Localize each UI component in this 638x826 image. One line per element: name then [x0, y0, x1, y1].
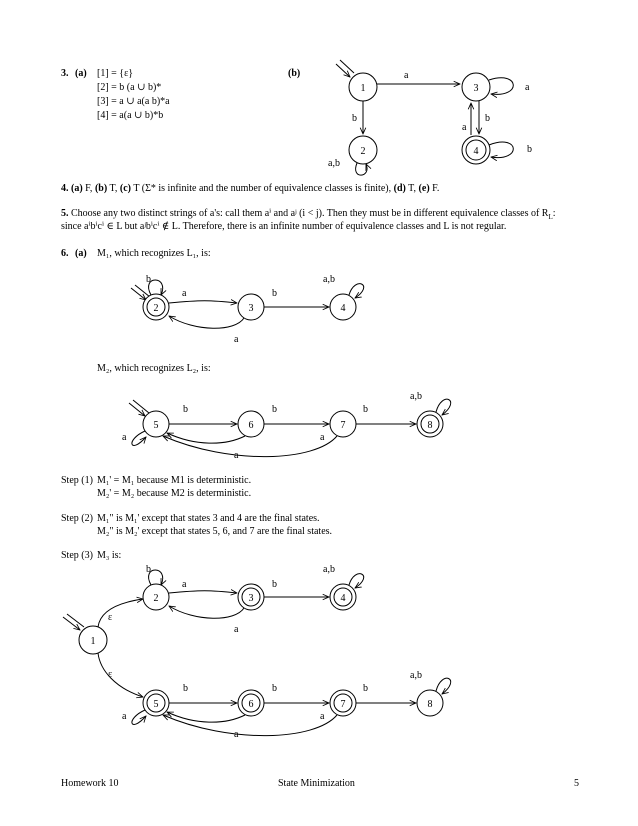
m2-edge-6-7-label: b [272, 404, 277, 415]
m2-loop-8-label: a,b [410, 391, 422, 402]
m1-loop-4-label: a,b [323, 274, 335, 285]
step2-line-2: M₂" is M₂' except that states 5, 6, and 7 are the final states. [97, 526, 333, 537]
m1-state-3-label: 3 [248, 303, 254, 314]
q5-text-1-end: : [552, 208, 556, 219]
q3-edge-3-loop-label: a [525, 82, 530, 93]
q5-sub-L: L [548, 213, 553, 221]
q4d-label: (d) [393, 183, 406, 194]
m1-loop-2-label: b [146, 274, 151, 285]
m3-loop-8-label: a,b [410, 670, 422, 681]
q4-answer [61, 183, 439, 195]
q5-line-2: since aⁱbⁱcⁱ ∈ L but aʲbⁱcⁱ ∉ L. Therefore, there is an infinite number of equivalence classes and L is not regular. [61, 221, 507, 232]
m3-edge-5-6-label: b [183, 683, 188, 694]
q3-edge-3-4-label: b [485, 113, 490, 124]
m2-edge-7-5-label: a [320, 432, 325, 443]
step3-text: M₃ is: [97, 550, 122, 561]
q4c-label: (c) [119, 183, 131, 194]
m3-state-8-label: 8 [427, 699, 433, 710]
m3-eps-upper-label: ε [108, 612, 113, 623]
m2-diagram [122, 391, 451, 461]
q4-number: 4. [61, 183, 69, 194]
step1-label: Step (1) [61, 475, 93, 486]
m3-state-4-label: 4 [340, 593, 346, 604]
step1-line-1: M₁' = M₁ because M1 is deterministic. [97, 475, 252, 486]
m3-edge-7-5-label: a [320, 711, 325, 722]
q4b-label: (b) [94, 183, 108, 194]
q3-state-1-label: 1 [360, 83, 366, 94]
m3-edge-6-7-label: b [272, 683, 277, 694]
m2-state-6-label: 6 [248, 420, 254, 431]
q5-text-1: Choose any two distinct strings of a's: call them aⁱ and aʲ (i < j). Then they must be in different equivalence classes of R [71, 208, 549, 219]
q4d-value: T, [408, 183, 417, 194]
m2-state-7-label: 7 [340, 420, 346, 431]
q3-edge-4-3-label: a [462, 122, 467, 133]
m1-state-4-label: 4 [340, 303, 346, 314]
m3-loop-2-label: b [146, 564, 151, 575]
step2-line-1: M₁" is M₁' except that states 3 and 4 are the final states. [97, 513, 320, 524]
m3-eps-lower-label: ε [108, 669, 113, 680]
q3-dfa-diagram [328, 60, 532, 175]
m3-state-6-label: 6 [248, 699, 254, 710]
q3-state-2-label: 2 [360, 146, 366, 157]
step1-line-2: M₂' = M₂ because M2 is deterministic. [97, 488, 252, 499]
m2-state-5-label: 5 [153, 420, 159, 431]
q3a-line-1: [1] = {ε} [97, 68, 134, 79]
footer-page-number: 5 [574, 778, 579, 789]
m3-edge-3-4-label: b [272, 579, 277, 590]
step2-label: Step (2) [61, 513, 93, 524]
m1-description: M₁, which recognizes L₁, is: [97, 248, 211, 259]
q4e-label: (e) [418, 183, 430, 194]
q3a-label: (a) [75, 68, 87, 79]
footer-left: Homework 10 [61, 778, 119, 789]
q3-state-3-label: 3 [473, 83, 479, 94]
m2-loop-5-label: a [122, 432, 127, 443]
q3-edge-2-loop-label: a,b [328, 158, 340, 169]
footer-center: State Minimization [278, 778, 355, 789]
q3a-line-4: [4] = a(a ∪ b)*b [97, 110, 164, 121]
m2-edge-5-6-label: b [183, 404, 188, 415]
q3b-label: (b) [288, 68, 301, 79]
q3a-line-2: [2] = b (a ∪ b)* [97, 82, 162, 93]
m3-edge-2-3-label: a [182, 579, 187, 590]
q3-edge-1-2-label: b [352, 113, 357, 124]
q4c-value: T (Σ* is infinite and the number of equivalence classes is finite), [133, 183, 392, 194]
q3-number: 3. [61, 68, 69, 79]
m2-edge-7-8-label: b [363, 404, 368, 415]
m2-edge-6-5-label: a [234, 450, 239, 461]
q6a-label: (a) [75, 248, 87, 259]
m1-edge-3-4-label: b [272, 288, 277, 299]
m1-state-2-label: 2 [153, 303, 159, 314]
m3-state-3-label: 3 [248, 593, 254, 604]
m3-state-5-label: 5 [153, 699, 159, 710]
m3-state-1-label: 1 [90, 636, 96, 647]
m3-edge-7-8-label: b [363, 683, 368, 694]
q4b-value: T, [109, 183, 118, 194]
q4a-value: F, [85, 183, 93, 194]
m1-edge-2-3-label: a [182, 288, 187, 299]
q6-number: 6. [61, 248, 69, 259]
q4a-label: (a) [71, 183, 83, 194]
q4e-value: F. [432, 183, 440, 194]
q3-edge-1-3-label: a [404, 70, 409, 81]
m2-description: M₂, which recognizes L₂, is: [97, 363, 211, 374]
q3-edge-4-loop-label: b [527, 144, 532, 155]
m3-loop-4-label: a,b [323, 564, 335, 575]
m3-state-7-label: 7 [340, 699, 346, 710]
q3-state-4-label: 4 [473, 146, 479, 157]
m3-edge-6-5-label: a [234, 729, 239, 740]
step3-label: Step (3) [61, 550, 93, 561]
m1-diagram [131, 274, 364, 345]
m1-edge-3-2-label: a [234, 334, 239, 345]
q5-number: 5. [61, 208, 69, 219]
m2-state-8-label: 8 [427, 420, 433, 431]
q3a-line-3: [3] = a ∪ a(a b)*a [97, 96, 170, 107]
m3-diagram [63, 564, 451, 740]
m3-state-2-label: 2 [153, 593, 159, 604]
m3-loop-5-label: a [122, 711, 127, 722]
m3-edge-3-2-label: a [234, 624, 239, 635]
